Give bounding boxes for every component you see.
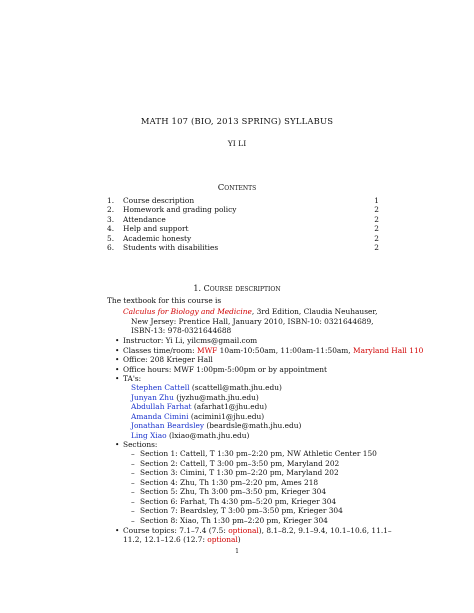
ta-name-link[interactable]: Ling Xiao [131, 430, 167, 440]
optional-tag: optional [228, 526, 259, 535]
section-heading-course-description: 1. Course description [193, 284, 281, 293]
toc-label: Attendance [123, 214, 166, 224]
bullet-icon: • [115, 365, 120, 374]
toc-number: 3. [107, 214, 115, 224]
ta-email: (acimini1@jhu.edu) [188, 411, 265, 421]
section-item [131, 468, 377, 478]
section-text: Section 3: Cimini, T 1:30 pm–2:20 pm, Maryland 202 [140, 468, 339, 477]
bullet-icon: • [115, 346, 120, 355]
section-list [131, 449, 377, 525]
toc-label: Course description [123, 196, 195, 205]
textbook-title-link[interactable]: Calculus for Biology and Medicine [123, 307, 252, 316]
ta-item [131, 431, 301, 441]
textbook-citation [123, 307, 378, 336]
dash-icon: – [131, 468, 135, 477]
dash-icon: – [131, 506, 135, 515]
classes-line: Classes time/room: MWF 10am-10:50am, 11:00am-11:50am, Maryland Hall 110 [123, 346, 424, 355]
textbook-isbn13: ISBN-13: 978-0321644688 [131, 326, 232, 335]
section-item [131, 497, 377, 507]
toc-page: 2 [374, 224, 379, 234]
ta-email: (scattell@math.jhu.edu) [189, 383, 282, 392]
bullet-icon: • [115, 355, 120, 364]
ta-name-link[interactable]: Stephen Cattell [131, 383, 190, 392]
toc-page: 2 [374, 214, 379, 224]
ta-item [131, 383, 301, 393]
toc-page: 2 [374, 233, 379, 243]
ta-email: (beardsle@math.jhu.edu) [204, 421, 302, 430]
ta-name-link[interactable]: Amanda Cimini [131, 411, 189, 421]
dash-icon: – [131, 515, 135, 525]
toc-item[interactable] [107, 243, 379, 252]
ta-item [131, 421, 301, 431]
toc-label: Students with disabilities [123, 242, 219, 252]
bullet-icon: • [115, 440, 120, 449]
classes-days: MWF [197, 346, 218, 355]
document-title: MATH 107 (BIO, 2013 SPRING) SYLLABUS [140, 116, 334, 126]
ta-email: (jyzhu@math.jhu.edu) [173, 392, 259, 402]
contents-heading: Contents [217, 183, 257, 193]
ta-email: (afarhat1@jhu.edu) [191, 402, 267, 411]
section-item [131, 459, 377, 469]
optional-tag: optional [207, 535, 238, 545]
bullet-icon: • [115, 526, 120, 535]
toc-number: 1. [107, 196, 115, 205]
section-item [131, 478, 377, 488]
textbook-edition: , 3rd Edition, Claudia Neuhauser, [251, 307, 378, 316]
toc-label: Homework and grading policy [123, 205, 237, 215]
section-text: Section 5: Zhu, Th 3:00 pm–3:50 pm, Krieger 304 [140, 487, 327, 496]
toc-page: 2 [374, 242, 379, 252]
ta-name-link[interactable]: Jonathan Beardsley [131, 421, 205, 430]
toc-number: 5. [107, 233, 115, 243]
office-hours-line: Office hours: MWF 1:00pm-5:00pm or by appointment [123, 365, 327, 374]
toc-label: Academic honesty [123, 233, 192, 243]
bullet-icon: • [115, 374, 120, 383]
section-text: Section 1: Cattell, T 1:30 pm–2:20 pm, NW Athletic Center 150 [140, 449, 377, 458]
author-name: YI LI [227, 139, 247, 148]
toc-item[interactable] [107, 224, 379, 233]
toc-number: 4. [107, 224, 115, 234]
toc-number: 2. [107, 205, 115, 215]
ta-item [131, 402, 301, 412]
office-line: Office: 208 Krieger Hall [123, 355, 213, 364]
textbook-publisher: New Jersey: Prentice Hall, January 2010, ISBN-10: 0321644689, [131, 316, 374, 326]
section-item [131, 506, 377, 516]
ta-email: (lxiao@math.jhu.edu) [166, 430, 250, 440]
bullet-icon: • [115, 336, 120, 345]
classroom-link[interactable]: Maryland Hall 110 [353, 346, 424, 355]
intro-text: The textbook for this course is [107, 296, 222, 305]
dash-icon: – [131, 449, 135, 458]
section-item [131, 449, 377, 459]
toc-item[interactable] [107, 205, 379, 214]
section-text: Section 2: Cattell, T 3:00 pm–3:50 pm, Maryland 202 [140, 458, 340, 468]
toc-item[interactable] [107, 215, 379, 224]
sections-label: Sections: [123, 440, 158, 449]
tas-label: TA's: [123, 374, 142, 383]
table-of-contents [107, 196, 379, 252]
ta-item [131, 393, 301, 403]
toc-item[interactable] [107, 234, 379, 243]
toc-number: 6. [107, 242, 115, 252]
ta-item [131, 412, 301, 422]
toc-page: 2 [374, 205, 379, 215]
dash-icon: – [131, 477, 135, 487]
toc-label: Help and support [123, 224, 189, 234]
course-topics: Course topics: 7.1–7.4 (7.5: optional), 8.1–8.2, 9.1–9.4, 10.1–10.6, 11.1– 11.2, 12.1–12.6 (12.7: optional) [123, 526, 392, 545]
section-text: Section 6: Farhat, Th 4:30 pm–5:20 pm, Krieger 304 [140, 496, 337, 506]
section-text: Section 7: Beardsley, T 3:00 pm–3:50 pm, Krieger 304 [140, 506, 343, 515]
section-text: Section 4: Zhu, Th 1:30 pm–2:20 pm, Ames 218 [140, 477, 319, 487]
toc-page: 1 [374, 196, 379, 205]
section-item [131, 487, 377, 497]
section-item [131, 516, 377, 526]
dash-icon: – [131, 487, 135, 496]
instructor-line: Instructor: Yi Li, yilcms@gmail.com [123, 336, 258, 345]
page-number: 1 [235, 548, 239, 555]
dash-icon: – [131, 458, 135, 468]
section-text: Section 8: Xiao, Th 1:30 pm–2:20 pm, Krieger 304 [140, 515, 328, 525]
dash-icon: – [131, 496, 135, 506]
ta-list [131, 383, 301, 440]
toc-item[interactable] [107, 196, 379, 205]
ta-name-link[interactable]: Junyan Zhu [131, 392, 174, 402]
ta-name-link[interactable]: Abdullah Farhat [131, 402, 192, 411]
